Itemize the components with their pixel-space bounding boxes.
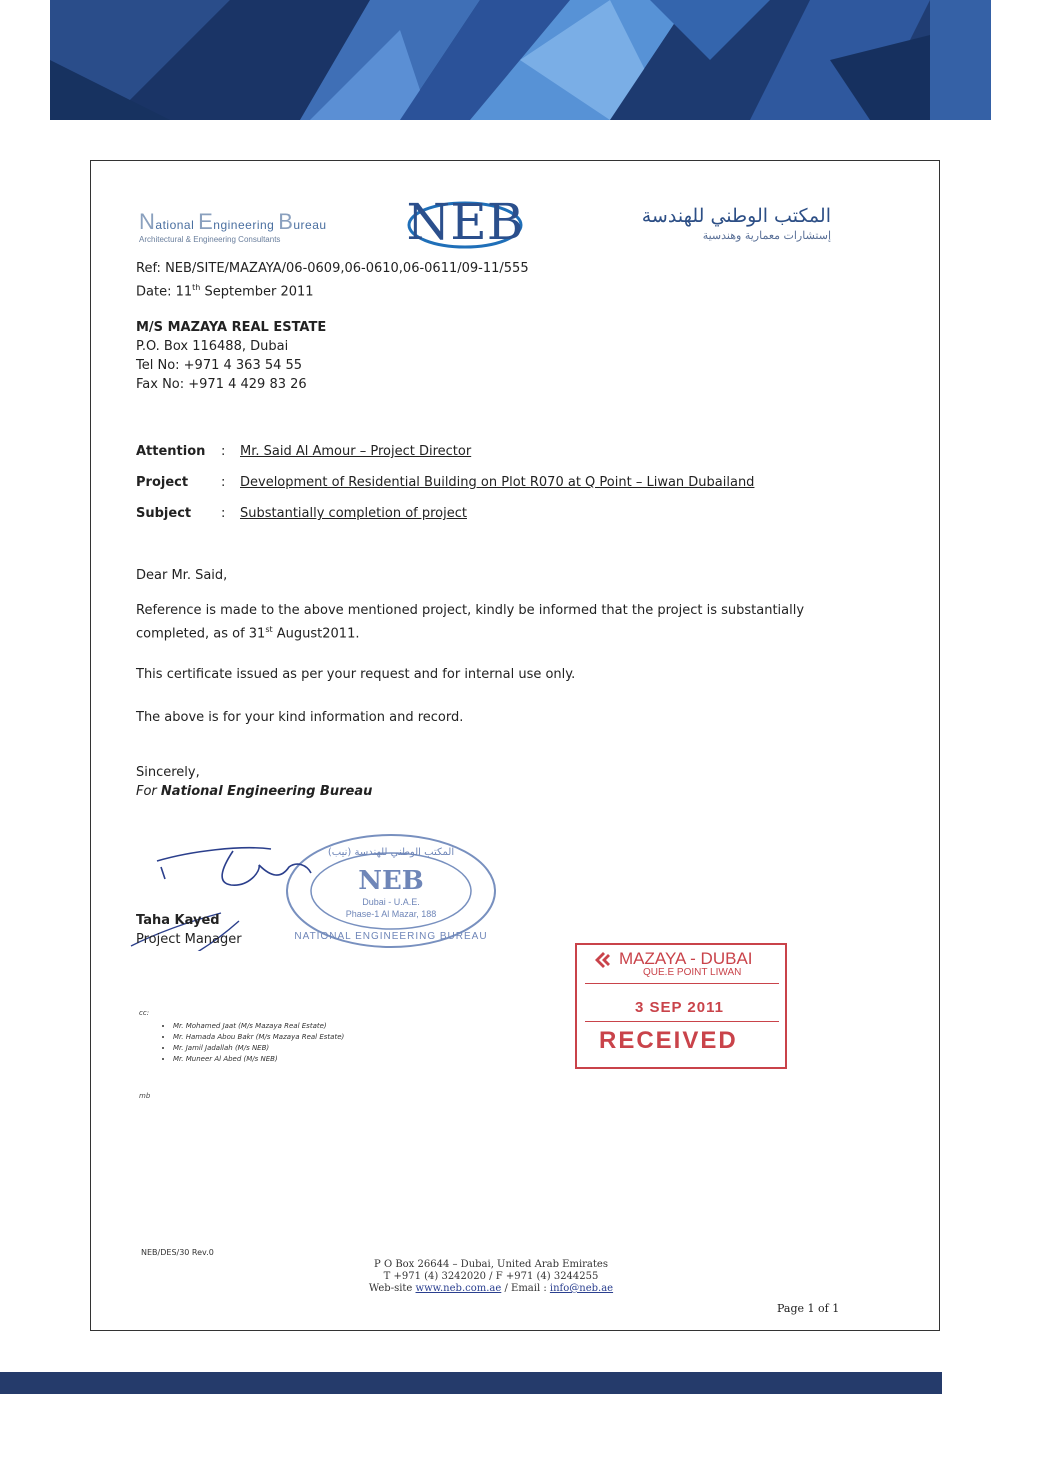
recipient-pobox: P.O. Box 116488, Dubai (136, 339, 289, 354)
field-label: Project (136, 475, 189, 490)
field-value: Substantially completion of project (240, 506, 467, 521)
reference-block (136, 259, 529, 301)
cc-label: cc: (139, 1009, 150, 1017)
letterhead-name: National Engineering Bureau (139, 209, 327, 234)
cc-item: • Mr. Mohamed Jaat (M/s Mazaya Real Estate) (173, 1021, 344, 1032)
field-row (136, 442, 754, 473)
letterhead-arabic (561, 205, 831, 242)
svg-text:Phase-1 Al Mazar, 188: Phase-1 Al Mazar, 188 (345, 909, 437, 919)
closing-block (136, 763, 372, 801)
field-separator: : (221, 444, 226, 459)
neb-logo (405, 191, 525, 251)
paragraph-completion: Reference is made to the above mentioned project, kindly be informed that the project is substantially completed, as of 31st August2011. (136, 603, 805, 642)
signer-name: Taha Kayed (136, 913, 220, 928)
field-separator: : (221, 475, 226, 490)
stamp-subtitle: QUE.E POINT LIWAN (643, 967, 742, 978)
field-value: Development of Residential Building on Plot R070 at Q Point – Liwan Dubailand (240, 475, 755, 490)
footer-address (331, 1259, 651, 1295)
document-number: NEB/DES/30 Rev.0 (141, 1248, 214, 1257)
website-link[interactable]: www.neb.com.ae (415, 1283, 502, 1294)
stamp-received-label: RECEIVED (599, 1027, 738, 1054)
footer-contact: Web-site www.neb.com.ae / Email : info@neb.ae (368, 1283, 614, 1294)
neb-logo-text: NEB (406, 193, 524, 251)
cc-item: • Mr. Jamil Jadallah (M/s NEB) (173, 1043, 344, 1054)
stamp-divider (585, 983, 779, 984)
recipient-tel: Tel No: +971 4 363 54 55 (136, 358, 303, 373)
stamp-date: 3 SEP 2011 (635, 999, 724, 1016)
stamp-divider (585, 1021, 779, 1022)
reference-number: Ref: NEB/SITE/MAZAYA/06-0609,06-0610,06-0611/09-11/555 (136, 261, 529, 276)
cc-item: • Mr. Muneer Al Abed (M/s NEB) (173, 1054, 344, 1065)
header-banner (50, 0, 991, 120)
cc-list (139, 1009, 344, 1065)
stamp-brand: MAZAYA - DUBAI (619, 949, 753, 968)
footer-banner (0, 1372, 942, 1394)
letter-page (90, 160, 940, 1331)
letterhead-english (139, 209, 369, 244)
field-separator: : (221, 506, 226, 521)
recipient-address (136, 318, 326, 394)
paragraph-certificate: This certificate issued as per your request and for internal use only. (136, 667, 576, 682)
field-row (136, 473, 754, 504)
footer-pobox: P O Box 26644 – Dubai, United Arab Emirates (374, 1259, 608, 1270)
mazaya-logo-icon (593, 951, 615, 969)
email-link[interactable]: info@neb.ae (549, 1283, 614, 1294)
letterhead-arabic-tagline: إستشارات معمارية وهندسية (702, 229, 831, 242)
svg-text:Dubai - U.A.E.: Dubai - U.A.E. (362, 897, 420, 907)
footer-phone: T +971 (4) 3242020 / F +971 (4) 3244255 (383, 1271, 599, 1282)
letter-date: Date: 11th September 2011 (136, 283, 314, 300)
field-value: Mr. Said Al Amour – Project Director (240, 444, 472, 459)
subject-fields (136, 442, 754, 535)
signer-block (136, 911, 242, 949)
paragraph-record: The above is for your kind information and record. (136, 710, 464, 725)
cc-item: • Mr. Hamada Abou Bakr (M/s Mazaya Real Estate) (173, 1032, 344, 1043)
salutation: Dear Mr. Said, (136, 568, 228, 583)
field-label: Attention (136, 444, 206, 459)
for-organization: For National Engineering Bureau (136, 784, 373, 799)
recipient-fax: Fax No: +971 4 429 83 26 (136, 377, 307, 392)
svg-text:NATIONAL ENGINEERING BUREAU: NATIONAL ENGINEERING BUREAU (294, 931, 488, 942)
field-row (136, 504, 754, 535)
recipient-company: M/S MAZAYA REAL ESTATE (136, 320, 327, 335)
signer-title: Project Manager (136, 932, 242, 947)
closing: Sincerely, (136, 765, 200, 780)
typist-initials: mb (139, 1092, 151, 1100)
letterhead-tagline: Architectural & Engineering Consultants (139, 235, 281, 244)
svg-text:NEB: NEB (358, 866, 424, 896)
field-label: Subject (136, 506, 192, 521)
page-number: Page 1 of 1 (777, 1302, 840, 1315)
received-stamp (575, 943, 787, 1069)
letterhead-arabic-name: المكتب الوطني للهندسة (641, 205, 831, 227)
svg-text:المكتب الوطني للهندسة (نيب): المكتب الوطني للهندسة (نيب) (327, 847, 455, 858)
